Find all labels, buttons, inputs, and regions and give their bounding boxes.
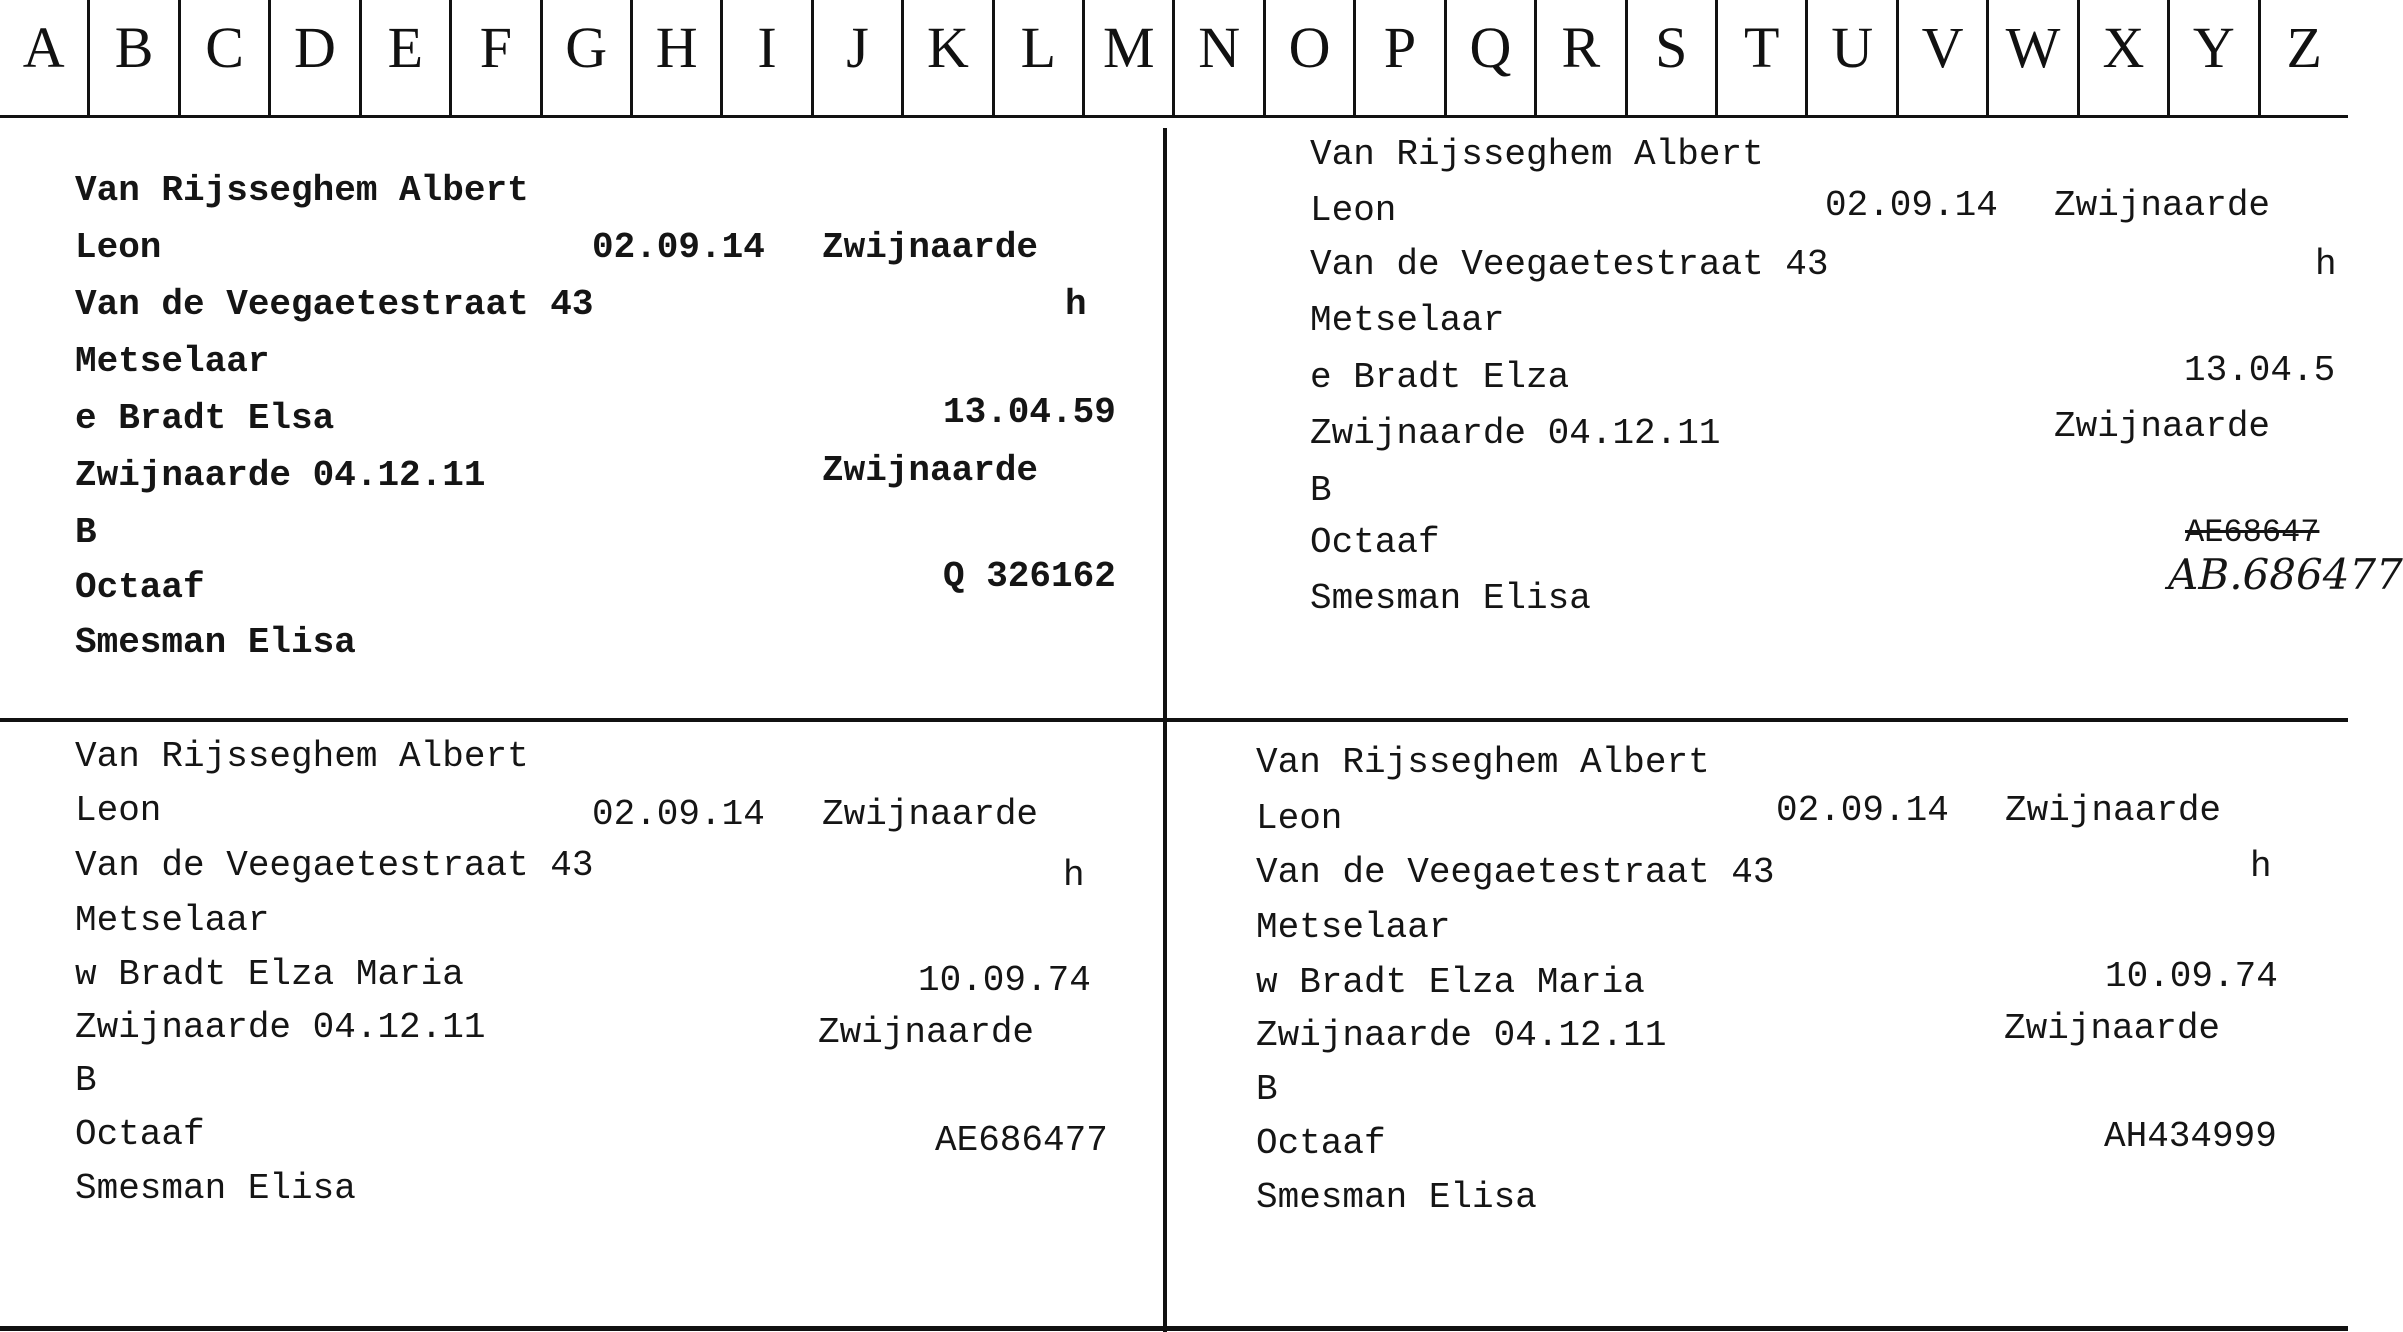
index-letter-g[interactable]: G — [543, 0, 633, 115]
bottom-rule-right — [1167, 1326, 2348, 1331]
card-address: Van de Veegaetestraat 43 — [1310, 244, 1829, 285]
card-spouse-place: Zwijnaarde — [818, 1012, 1035, 1053]
card-spouse-place: Zwijnaarde — [822, 450, 1039, 491]
card-code: B — [1310, 470, 1332, 511]
index-letter-x[interactable]: X — [2080, 0, 2170, 115]
index-letter-a[interactable]: A — [0, 0, 90, 115]
card-spouse: e Bradt Elsa — [75, 398, 335, 439]
card-given-name: Leon — [1256, 798, 1343, 839]
card-mother: Smesman Elisa — [1256, 1177, 1537, 1218]
card-name: Van Rijsseghem Albert — [75, 736, 529, 777]
card-spouse: e Bradt Elza — [1310, 357, 1570, 398]
card-sex: h — [1063, 855, 1085, 896]
index-letter-m[interactable]: M — [1085, 0, 1175, 115]
index-letter-c[interactable]: C — [181, 0, 271, 115]
card-birth-date: 02.09.14 — [1776, 790, 1949, 831]
card-spouse-birth: Zwijnaarde 04.12.11 — [1256, 1015, 1667, 1056]
card-sex: h — [1065, 284, 1087, 325]
index-letter-j[interactable]: J — [814, 0, 904, 115]
card-spouse: w Bradt Elza Maria — [75, 954, 464, 995]
bottom-rule-left — [0, 1326, 1163, 1331]
card-address: Van de Veegaetestraat 43 — [75, 284, 594, 325]
index-letter-t[interactable]: T — [1718, 0, 1808, 115]
index-letter-d[interactable]: D — [271, 0, 361, 115]
card-date: 13.04.5 — [2184, 350, 2336, 391]
card-id-number: AH434999 — [2104, 1116, 2277, 1157]
card-sex: h — [2315, 244, 2337, 285]
card-code: B — [75, 1060, 97, 1101]
card-code: B — [75, 512, 97, 553]
card-birth-place: Zwijnaarde — [2054, 185, 2271, 226]
index-letter-e[interactable]: E — [362, 0, 452, 115]
card-date: 10.09.74 — [2105, 956, 2278, 997]
record-card-1 — [0, 0, 1160, 718]
record-card-2 — [1167, 0, 2403, 718]
card-father: Octaaf — [1256, 1123, 1386, 1164]
card-occupation: Metselaar — [75, 900, 270, 941]
card-occupation: Metselaar — [1256, 907, 1451, 948]
card-id-number: Q 326162 — [943, 556, 1116, 597]
card-id-number-handwritten: AB.686477 — [2168, 550, 2403, 599]
card-father: Octaaf — [75, 1114, 205, 1155]
card-sex: h — [2250, 846, 2272, 887]
card-mother: Smesman Elisa — [1310, 578, 1591, 619]
index-letter-u[interactable]: U — [1808, 0, 1898, 115]
card-mother: Smesman Elisa — [75, 622, 356, 663]
card-spouse-place: Zwijnaarde — [2054, 406, 2271, 447]
card-occupation: Metselaar — [75, 341, 270, 382]
index-letter-b[interactable]: B — [90, 0, 180, 115]
card-spouse-place: Zwijnaarde — [2004, 1008, 2221, 1049]
card-birth-date: 02.09.14 — [592, 794, 765, 835]
card-birth-place: Zwijnaarde — [822, 227, 1039, 268]
card-date: 13.04.59 — [943, 392, 1116, 433]
card-spouse-birth: Zwijnaarde 04.12.11 — [1310, 413, 1721, 454]
record-card-3 — [0, 722, 1160, 1326]
index-letter-v[interactable]: V — [1899, 0, 1989, 115]
card-id-number-struck: AE68647 — [2185, 514, 2320, 551]
card-spouse: w Bradt Elza Maria — [1256, 962, 1645, 1003]
index-letter-z[interactable]: Z — [2286, 15, 2322, 80]
card-birth-date: 02.09.14 — [1825, 185, 1998, 226]
card-father: Octaaf — [75, 567, 205, 608]
record-card-4 — [1167, 722, 2348, 1326]
card-date: 10.09.74 — [918, 960, 1091, 1001]
index-letter-w[interactable]: W — [1989, 0, 2079, 115]
card-id-number: AE686477 — [935, 1120, 1108, 1161]
card-given-name: Leon — [1310, 190, 1397, 231]
index-letter-o[interactable]: O — [1266, 0, 1356, 115]
card-occupation: Metselaar — [1310, 300, 1505, 341]
card-birth-date: 02.09.14 — [592, 227, 765, 268]
card-mother: Smesman Elisa — [75, 1168, 356, 1209]
card-spouse-birth: Zwijnaarde 04.12.11 — [75, 1007, 486, 1048]
card-given-name: Leon — [75, 790, 162, 831]
index-letter-h[interactable]: H — [633, 0, 723, 115]
index-letter-f[interactable]: F — [452, 0, 542, 115]
card-name: Van Rijsseghem Albert — [1256, 742, 1710, 783]
index-letter-s[interactable]: S — [1628, 0, 1718, 115]
card-birth-place: Zwijnaarde — [822, 794, 1039, 835]
index-letter-k[interactable]: K — [904, 0, 994, 115]
card-birth-place: Zwijnaarde — [2005, 790, 2222, 831]
index-letter-i[interactable]: I — [723, 0, 813, 115]
card-name: Van Rijsseghem Albert — [1310, 134, 1764, 175]
card-father: Octaaf — [1310, 522, 1440, 563]
card-given-name: Leon — [75, 227, 162, 268]
index-letter-r[interactable]: R — [1537, 0, 1627, 115]
index-letter-q[interactable]: Q — [1447, 0, 1537, 115]
card-code: B — [1256, 1069, 1278, 1110]
index-letter-y[interactable]: Y — [2170, 0, 2260, 115]
card-address: Van de Veegaetestraat 43 — [75, 845, 594, 886]
card-spouse-birth: Zwijnaarde 04.12.11 — [75, 455, 486, 496]
card-name: Van Rijsseghem Albert — [75, 170, 529, 211]
index-letter-l[interactable]: L — [995, 0, 1085, 115]
card-address: Van de Veegaetestraat 43 — [1256, 852, 1775, 893]
index-letter-p[interactable]: P — [1356, 0, 1446, 115]
index-letter-n[interactable]: N — [1175, 0, 1265, 115]
